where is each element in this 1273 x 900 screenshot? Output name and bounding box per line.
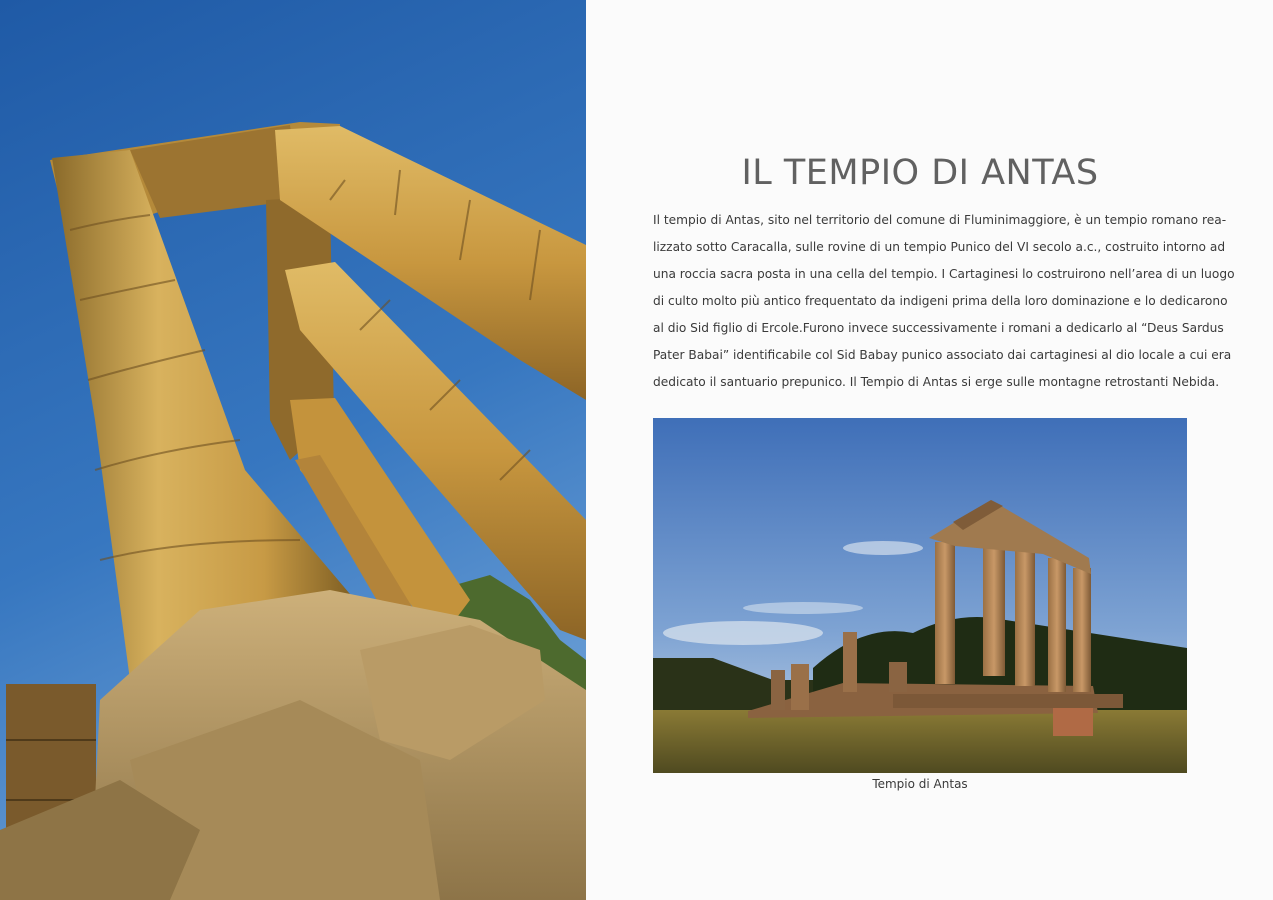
temple-photo [653, 418, 1187, 773]
paragraph-line: dedicato il santuario prepunico. Il Tempio di Antas si erge sulle montagne retrostanti Nebida. [653, 375, 1220, 389]
text-page [586, 0, 1273, 900]
paragraph-line: Il tempio di Antas, sito nel territorio del comune di Fluminimaggiore, è un tempio romano rea- [653, 213, 1227, 227]
columns-closeup-photo [0, 0, 586, 900]
body-paragraph [653, 207, 1235, 396]
paragraph-line: di culto molto più antico frequentato da indigeni prima della loro dominazione e lo dedicarono [653, 294, 1228, 308]
paragraph-line: lizzato sotto Caracalla, sulle rovine di un tempio Punico del VI secolo a.c., costruito intorno ad [653, 240, 1226, 254]
page-title: IL TEMPIO DI ANTAS [741, 153, 1099, 193]
paragraph-line: Pater Babai” identificabile col Sid Babay punico associato dai cartaginesi al dio locale a cui era [653, 348, 1232, 362]
paragraph-line: una roccia sacra posta in una cella del tempio. I Cartaginesi lo costruirono nell’area di un luogo [653, 267, 1235, 281]
paragraph-line: al dio Sid figlio di Ercole.Furono invece successivamente i romani a dedicarlo al “Deus Sardus [653, 321, 1224, 335]
figure-caption: Tempio di Antas [872, 777, 968, 791]
